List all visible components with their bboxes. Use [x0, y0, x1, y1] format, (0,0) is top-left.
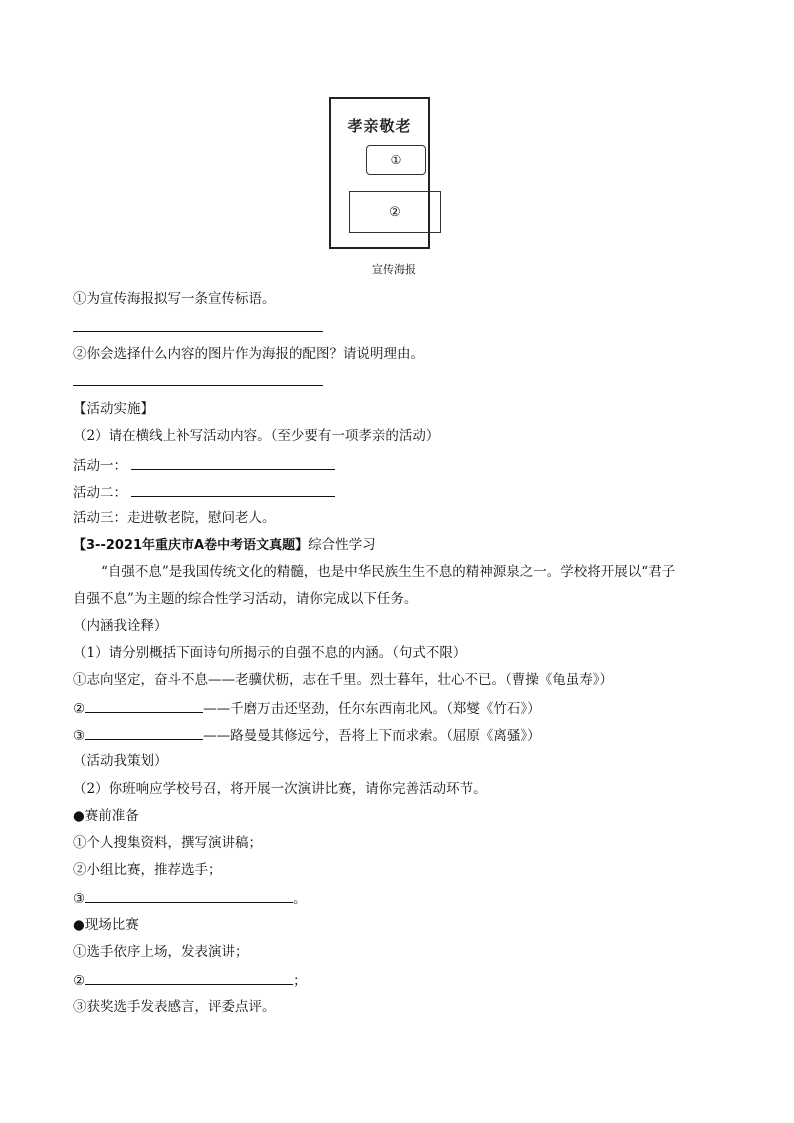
activity-2-label: 活动二： — [73, 485, 127, 501]
section-explain: （内涵我诠释） — [73, 618, 168, 634]
example-2-blank[interactable] — [85, 698, 203, 713]
answer-line-slogan[interactable] — [73, 331, 323, 332]
prep-step-3-blank[interactable] — [85, 888, 293, 903]
example-2-number: ② — [73, 701, 86, 717]
live-step-2-blank[interactable] — [85, 970, 293, 985]
activity-1-label: 活动一： — [73, 458, 127, 474]
poster-figure — [329, 97, 430, 249]
live-step-1: ①选手依序上场，发表演讲； — [73, 944, 249, 960]
example-2-text: ——千磨万击还坚劲，任尔东西南北风。（郑燮《竹石》） — [203, 701, 541, 717]
intro-line-2: 自强不息”为主题的综合性学习活动，请你完成以下任务。 — [73, 591, 418, 607]
live-step-3: ③获奖选手发表感言，评委点评。 — [73, 999, 276, 1015]
prep-step-3-end: 。 — [293, 891, 307, 907]
example-1: ①志向坚定，奋斗不息——老骥伏枥，志在千里。烈士暮年，壮心不已。（曹操《龟虽寿》） — [73, 672, 613, 688]
prep-heading: ●赛前准备 — [73, 808, 139, 824]
question-slogan: ①为宣传海报拟写一条宣传标语。 — [73, 291, 276, 307]
poster-title: 孝亲敬老 — [347, 117, 412, 135]
activity-1-blank[interactable] — [131, 455, 335, 470]
answer-line-image[interactable] — [73, 385, 323, 386]
section-implementation: 【活动实施】 — [73, 401, 154, 417]
poster-caption: 宣传海报 — [372, 263, 416, 276]
question-heading-topic: 综合性学习 — [308, 537, 376, 553]
prep-step-3-number: ③ — [73, 891, 86, 907]
prep-step-2: ②小组比赛，推荐选手； — [73, 862, 222, 878]
intro-line-1: “自强不息”是我国传统文化的精髓，也是中华民族生生不息的精神源泉之一。学校将开展以“君子 — [101, 564, 676, 580]
activity-1 — [73, 455, 335, 475]
section-plan: （活动我策划） — [73, 753, 168, 769]
prep-step-3 — [73, 888, 307, 908]
prep-step-1: ①个人搜集资料，撰写演讲稿； — [73, 835, 262, 851]
poster-slot-1: ① — [366, 145, 426, 175]
question-image: ②你会选择什么内容的图片作为海报的配图？请说明理由。 — [73, 346, 424, 362]
example-3-number: ③ — [73, 728, 86, 744]
example-3 — [73, 725, 541, 745]
live-step-2-number: ② — [73, 973, 86, 989]
activity-2 — [73, 482, 335, 502]
live-step-2-end: ； — [293, 973, 307, 989]
example-3-blank[interactable] — [85, 725, 203, 740]
activity-3: 活动三：走进敬老院，慰问老人。 — [73, 510, 276, 526]
question-heading — [73, 536, 376, 555]
poster-slot-2: ② — [349, 191, 441, 233]
question-heading-source: 【3--2021年重庆市A卷中考语文真题】 — [73, 538, 309, 553]
question-explain: （1）请分别概括下面诗句所揭示的自强不息的内涵。（句式不限） — [73, 645, 467, 661]
example-3-text: ——路曼曼其修远兮，吾将上下而求索。（屈原《离骚》） — [203, 728, 541, 744]
live-heading: ●现场比赛 — [73, 917, 139, 933]
activity-2-blank[interactable] — [131, 482, 335, 497]
example-2 — [73, 698, 541, 718]
question-plan: （2）你班响应学校号召，将开展一次演讲比赛，请你完善活动环节。 — [73, 781, 487, 797]
live-step-2 — [73, 970, 307, 990]
question-implementation: （2）请在横线上补写活动内容。（至少要有一项孝亲的活动） — [73, 428, 440, 444]
